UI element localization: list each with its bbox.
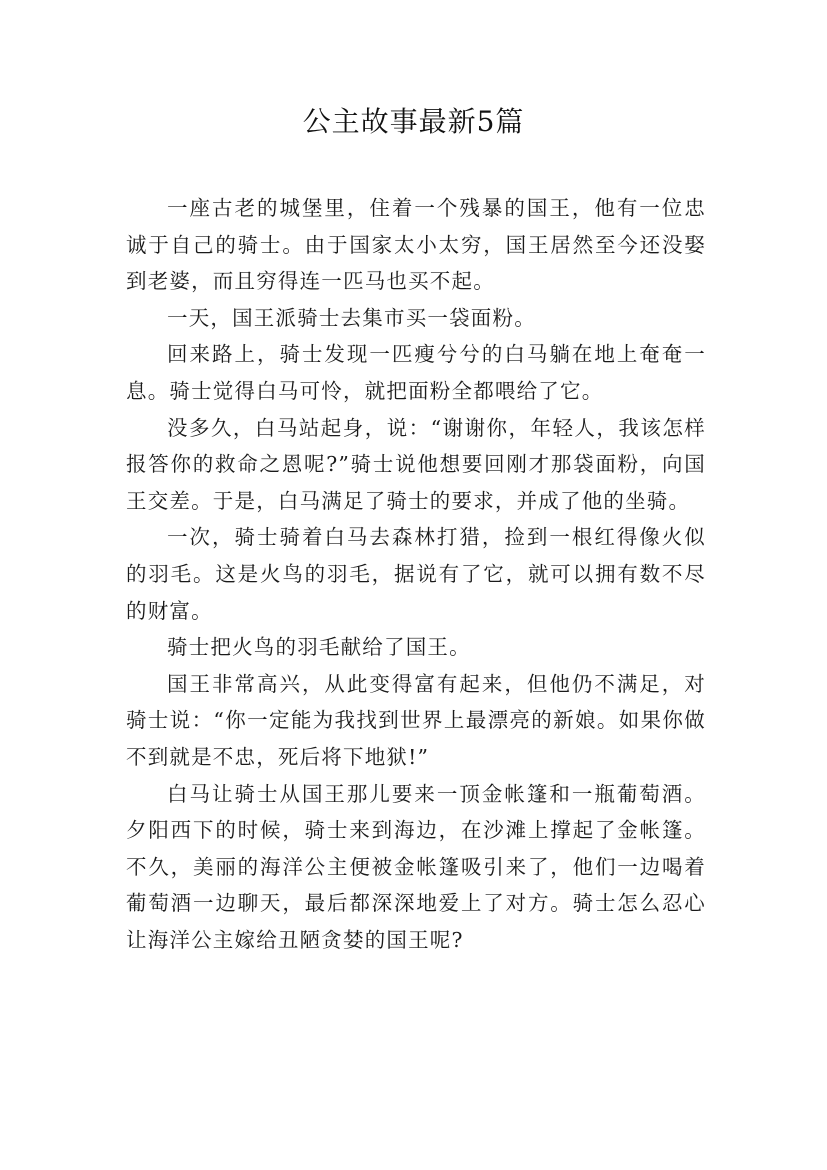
paragraph-5: 一次，骑士骑着白马去森林打猎，捡到一根红得像火似的羽毛。这是火鸟的羽毛，据说有了它，就可以拥有数不尽的财富。: [126, 525, 706, 623]
paragraph-1: 一座古老的城堡里，住着一个残暴的国王，他有一位忠诚于自己的骑士。由于国家太小太穷，国王居然至今还没娶到老婆，而且穷得连一匹马也买不起。: [126, 196, 706, 294]
paragraph-4: 没多久，白马站起身，说：“谢谢你，年轻人，我该怎样报答你的救命之恩呢?”骑士说他想要回刚才那袋面粉，向国王交差。于是，白马满足了骑士的要求，并成了他的坐骑。: [126, 415, 706, 513]
paragraph-8: 白马让骑士从国王那儿要来一顶金帐篷和一瓶葡萄酒。夕阳西下的时候，骑士来到海边，在沙滩上撑起了金帐篷。不久，美丽的海洋公主便被金帐篷吸引来了，他们一边喝着葡萄酒一边聊天，最后都深深地爱上了对方。骑士怎么忍心让海洋公主嫁给丑陋贪婪的国王呢?: [126, 781, 706, 952]
paragraph-7: 国王非常高兴，从此变得富有起来，但他仍不满足，对骑士说：“你一定能为我找到世界上最漂亮的新娘。如果你做不到就是不忠，死后将下地狱!”: [126, 671, 706, 769]
paragraph-6: 骑士把火鸟的羽毛献给了国王。: [167, 635, 471, 660]
paragraph-3: 回来路上，骑士发现一匹瘦兮兮的白马躺在地上奄奄一息。骑士觉得白马可怜，就把面粉全都喂给了它。: [126, 342, 706, 403]
document-title: 公主故事最新5篇: [302, 105, 525, 138]
document-body: [126, 190, 706, 958]
paragraph-2: 一天，国王派骑士去集市买一袋面粉。: [167, 305, 536, 330]
